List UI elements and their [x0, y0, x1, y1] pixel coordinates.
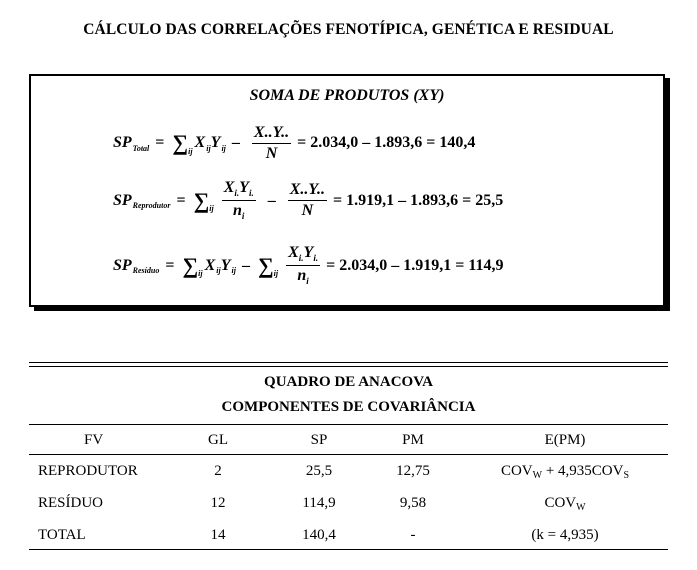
table-header-rule [29, 424, 668, 425]
row-residuo-fv: RESÍDUO [38, 495, 104, 511]
equals-sign: = [155, 134, 165, 152]
page-title: CÁLCULO DAS CORRELAÇÕES FENOTÍPICA, GENÉTICA E RESIDUAL [83, 21, 614, 38]
table-title: QUADRO DE ANACOVA [264, 374, 433, 390]
row-total-pm: - [410, 527, 416, 543]
table-bottom-rule [29, 549, 668, 550]
box-title: SOMA DE PRODUTOS (XY) [249, 87, 445, 104]
row-total-sp: 140,4 [302, 527, 336, 543]
summation-icon: ∑ [182, 252, 199, 278]
equation-sp-residuo [113, 244, 503, 287]
num-y-sub: i. [248, 188, 254, 199]
term-x-sub: ij [216, 266, 221, 276]
num-x-sub: i. [234, 188, 240, 199]
sp-subscript: Total [132, 143, 150, 153]
row-total-fv: TOTAL [38, 527, 86, 543]
num-y-sub: i. [313, 253, 319, 264]
sp-symbol: SP [113, 256, 132, 274]
table-top-rule [29, 362, 668, 363]
row-reprodutor-sp: 25,5 [305, 463, 333, 479]
sum-subscript: ij [188, 146, 193, 156]
equation-sp-total [113, 124, 475, 162]
row-reprodutor-pm: 12,75 [396, 463, 430, 479]
sp-symbol: SP [113, 191, 132, 209]
row-residuo-pm: 9,58 [399, 495, 427, 511]
epm-cov-w: COV [544, 495, 577, 511]
row-reprodutor-fv: REPRODUTOR [38, 463, 138, 479]
sum-subscript: ij [198, 269, 203, 279]
row-reprodutor-epm [470, 463, 660, 481]
term-y: Y [210, 134, 221, 152]
header-epm: E(PM) [544, 432, 586, 448]
fraction-denominator: N [301, 202, 314, 220]
row-residuo-epm [470, 495, 660, 513]
sp-subscript: Resíduo [132, 266, 160, 276]
fraction-denominator [297, 266, 308, 287]
num-y: Y [239, 179, 249, 196]
equals-sign: = [165, 256, 175, 274]
summation-icon: ∑ [172, 130, 189, 156]
row-total-gl: 14 [210, 527, 226, 543]
term-x: X [204, 256, 216, 274]
sp-subscript: Reprodutor [132, 201, 171, 211]
num-y: Y [303, 244, 314, 261]
epm-cov-s: + 4,935COV [542, 463, 624, 479]
equation-sp-reprodutor [113, 179, 503, 222]
fraction-numerator [286, 244, 320, 266]
equation-result: = 1.919,1 – 1.893,6 = 25,5 [332, 191, 504, 209]
term-y: Y [220, 256, 231, 274]
fraction-denominator [233, 201, 244, 222]
sum-subscript: ij [273, 269, 279, 279]
term-y-sub: ij [231, 266, 236, 276]
fraction-numerator: X..Y.. [252, 124, 291, 144]
epm-cov-w: COV [500, 463, 533, 479]
fraction [252, 124, 291, 162]
header-sp: SP [310, 432, 328, 448]
term-x-sub: ij [206, 143, 211, 153]
num-x: X [223, 179, 235, 196]
header-pm: PM [402, 432, 424, 448]
term-y-sub: ij [221, 143, 226, 153]
sum-of-products-box [29, 74, 665, 307]
row-reprodutor-gl: 2 [214, 463, 222, 479]
fraction [286, 244, 320, 287]
equation-result: = 2.034,0 – 1.893,6 = 140,4 [297, 134, 476, 152]
minus-sign: – [231, 134, 240, 152]
table-top-rule-double [29, 366, 668, 367]
sp-symbol: SP [113, 134, 132, 152]
den-n-sub: i [241, 211, 245, 222]
den-n: n [297, 267, 307, 285]
header-fv: FV [84, 432, 104, 448]
term-x: X [194, 134, 206, 152]
sum-subscript: ij [209, 204, 214, 214]
summation-icon: ∑ [257, 252, 274, 278]
row-total-epm: (k = 4,935) [531, 527, 599, 543]
epm-cov-s-sub: S [623, 470, 630, 481]
fraction-denominator: N [265, 144, 278, 162]
equals-sign: = [176, 191, 186, 209]
minus-sign: – [267, 191, 276, 209]
header-gl: GL [208, 432, 228, 448]
epm-cov-w-sub: W [532, 470, 543, 481]
epm-cov-w-sub: W [576, 502, 586, 513]
den-n-sub: i [306, 276, 309, 287]
fraction-numerator [222, 179, 256, 201]
fraction [222, 179, 256, 222]
table-header-bottom-rule [29, 454, 668, 455]
table-subtitle: COMPONENTES DE COVARIÂNCIA [221, 399, 476, 415]
fraction [288, 181, 327, 219]
fraction-numerator: X..Y.. [288, 181, 327, 201]
summation-icon: ∑ [193, 187, 210, 213]
den-n: n [233, 202, 242, 220]
num-x: X [288, 244, 299, 261]
row-residuo-gl: 12 [210, 495, 226, 511]
equation-result: = 2.034,0 – 1.919,1 = 114,9 [326, 256, 504, 274]
row-residuo-sp: 114,9 [302, 495, 336, 511]
minus-sign: – [241, 256, 250, 274]
num-x-sub: i. [298, 253, 304, 264]
